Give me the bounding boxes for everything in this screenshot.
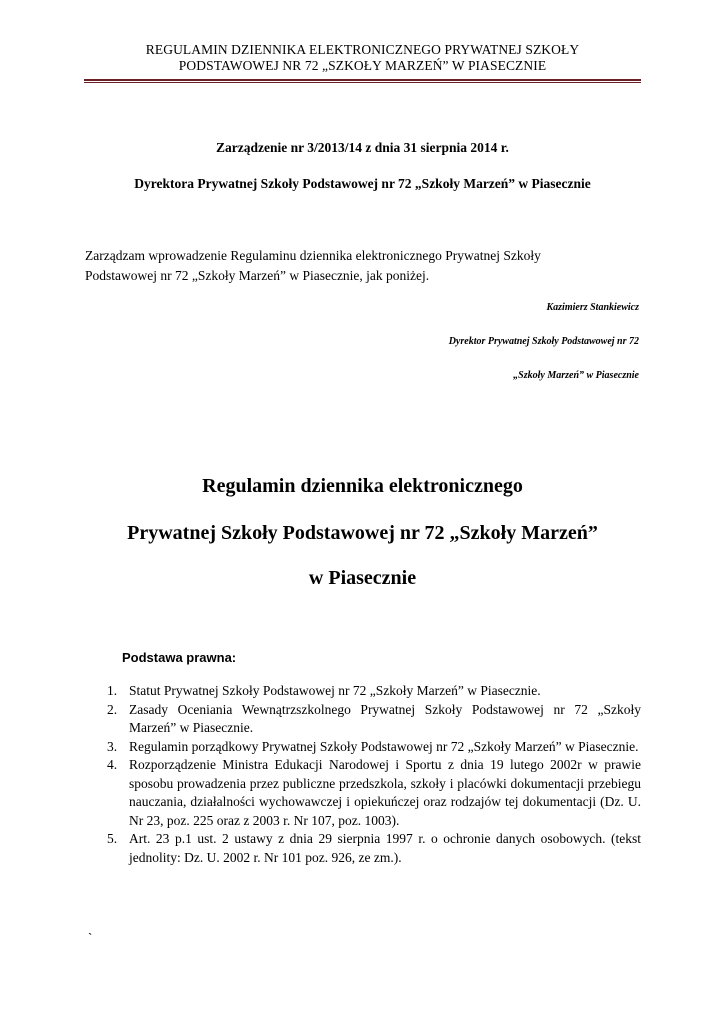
legal-basis-list: [107, 682, 641, 867]
list-item-text: Regulamin porządkowy Prywatnej Szkoły Podstawowej nr 72 „Szkoły Marzeń” w Piasecznie.: [129, 738, 639, 754]
signature-name: Kazimierz Stankiewicz: [546, 302, 639, 313]
page-header: [0, 42, 725, 74]
main-title-line-2: Prywatnej Szkoły Podstawowej nr 72 „Szkoły Marzeń”: [127, 522, 598, 544]
signature-role: Dyrektor Prywatnej Szkoły Podstawowej nr 72: [448, 336, 639, 347]
list-item-number: 1.: [107, 683, 118, 698]
header-line-1: REGULAMIN DZIENNIKA ELEKTRONICZNEGO PRYWATNEJ SZKOŁY: [145, 42, 580, 57]
list-item: [107, 830, 641, 867]
list-item: [107, 701, 641, 738]
list-item-number: 5.: [107, 831, 118, 846]
list-item-number: 3.: [107, 738, 118, 754]
footnote-mark: `: [88, 930, 93, 945]
list-item-text: Rozporządzenie Ministra Edukacji Narodowej i Sportu z dnia 19 lutego 2002r w prawie sposobu prowadzenia przez publiczne przedszkola, szkoły i placówki dokumentacji przebiegu nauczania, działalności wychowawczej i opiekuńczej oraz rodzajów tej dokumentacji (Dz. U. Nr 23, poz. 225 oraz z 2003 r. Nr 107, poz. 1003).: [129, 757, 641, 828]
main-title-line-3: w Piasecznie: [308, 567, 417, 589]
list-item-number: 4.: [107, 757, 118, 772]
list-item-text: Art. 23 p.1 ust. 2 ustawy z dnia 29 sierpnia 1997 r. o ochronie danych osobowych. (tekst jednolity: Dz. U. 2002 r. Nr 101 poz. 926, ze zm.).: [129, 831, 641, 865]
legal-basis-label: Podstawa prawna:: [122, 650, 237, 665]
list-item-number: 2.: [107, 701, 118, 717]
header-divider: [84, 79, 641, 83]
intro-paragraph: Zarządzam wprowadzenie Regulaminu dziennika elektronicznego Prywatnej Szkoły Podstawowej nr 72 „Szkoły Marzeń” w Piasecznie, jak poniżej.: [85, 248, 541, 283]
decree-title: Zarządzenie nr 3/2013/14 z dnia 31 sierpnia 2014 r.: [216, 140, 509, 155]
header-line-2: PODSTAWOWEJ NR 72 „SZKOŁY MARZEŃ” W PIASECZNIE: [178, 58, 547, 73]
list-item: [107, 756, 641, 830]
list-item-text: Zasady Oceniania Wewnątrzszkolnego Prywatnej Szkoły Podstawowej nr 72 „Szkoły Marzeń” w Piasecznie.: [129, 701, 641, 735]
list-item: [107, 738, 641, 757]
main-title-line-1: Regulamin dziennika elektronicznego: [202, 475, 523, 497]
list-item-text: Statut Prywatnej Szkoły Podstawowej nr 72 „Szkoły Marzeń” w Piasecznie.: [129, 683, 541, 698]
decree-subtitle: Dyrektora Prywatnej Szkoły Podstawowej nr 72 „Szkoły Marzeń” w Piasecznie: [134, 176, 591, 191]
list-item: [107, 682, 641, 701]
signature-school: „Szkoły Marzeń” w Piasecznie: [513, 370, 639, 381]
